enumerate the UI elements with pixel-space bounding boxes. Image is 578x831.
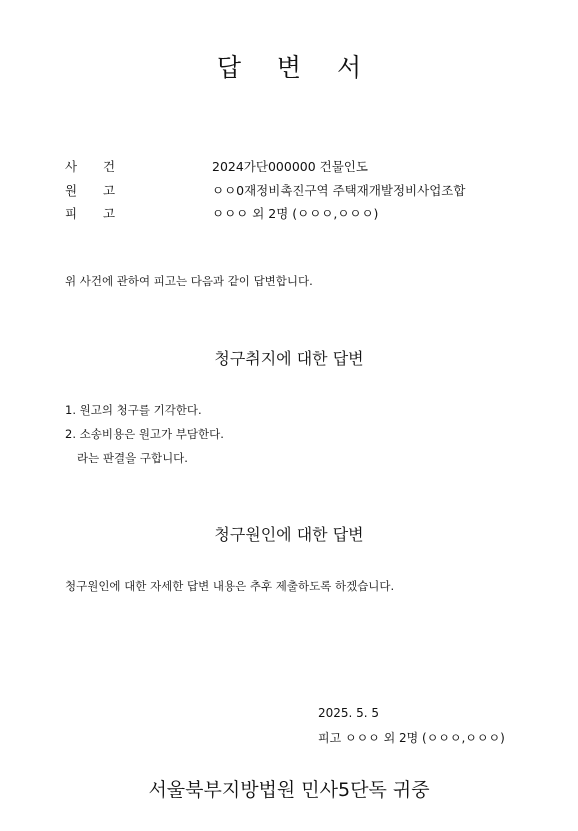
case-number-value: 2024가단000000 건물인도 <box>212 159 368 174</box>
defendant-value: ㅇㅇㅇ 외 2명 (ㅇㅇㅇ,ㅇㅇㅇ) <box>212 206 379 221</box>
claim-line-3: 라는 판결을 구합니다. <box>77 451 188 465</box>
case-label-char1: 사 <box>65 159 78 174</box>
claim-line-2: 2. 소송비용은 원고가 부담한다. <box>65 427 224 441</box>
claim-line-1: 1. 원고의 청구를 기각한다. <box>65 403 202 417</box>
court-addressee: 서울북부지방법원 민사5단독 귀중 <box>148 779 430 801</box>
plaintiff-label-char2: 고 <box>103 183 116 198</box>
signature-line: 피고 ㅇㅇㅇ 외 2명 (ㅇㅇㅇ,ㅇㅇㅇ) <box>318 731 505 745</box>
section-claim-cause-title: 청구원인에 대한 답변 <box>214 525 364 544</box>
case-label-char2: 건 <box>103 159 116 174</box>
document-date: 2025. 5. 5 <box>318 706 380 720</box>
defendant-label-char1: 피 <box>65 206 78 221</box>
plaintiff-value: ㅇㅇ0재정비촉진구역 주택재개발정비사업조합 <box>212 183 466 198</box>
document-title: 답 변 서 <box>216 53 376 82</box>
intro-text: 위 사건에 관하여 피고는 다음과 같이 답변합니다. <box>65 274 313 288</box>
plaintiff-label-char1: 원 <box>65 183 78 198</box>
claim-cause-body: 청구원인에 대한 자세한 답변 내용은 추후 제출하도록 하겠습니다. <box>65 579 395 593</box>
defendant-label-char2: 고 <box>103 206 116 221</box>
section-claim-purpose-title: 청구취지에 대한 답변 <box>214 349 364 368</box>
